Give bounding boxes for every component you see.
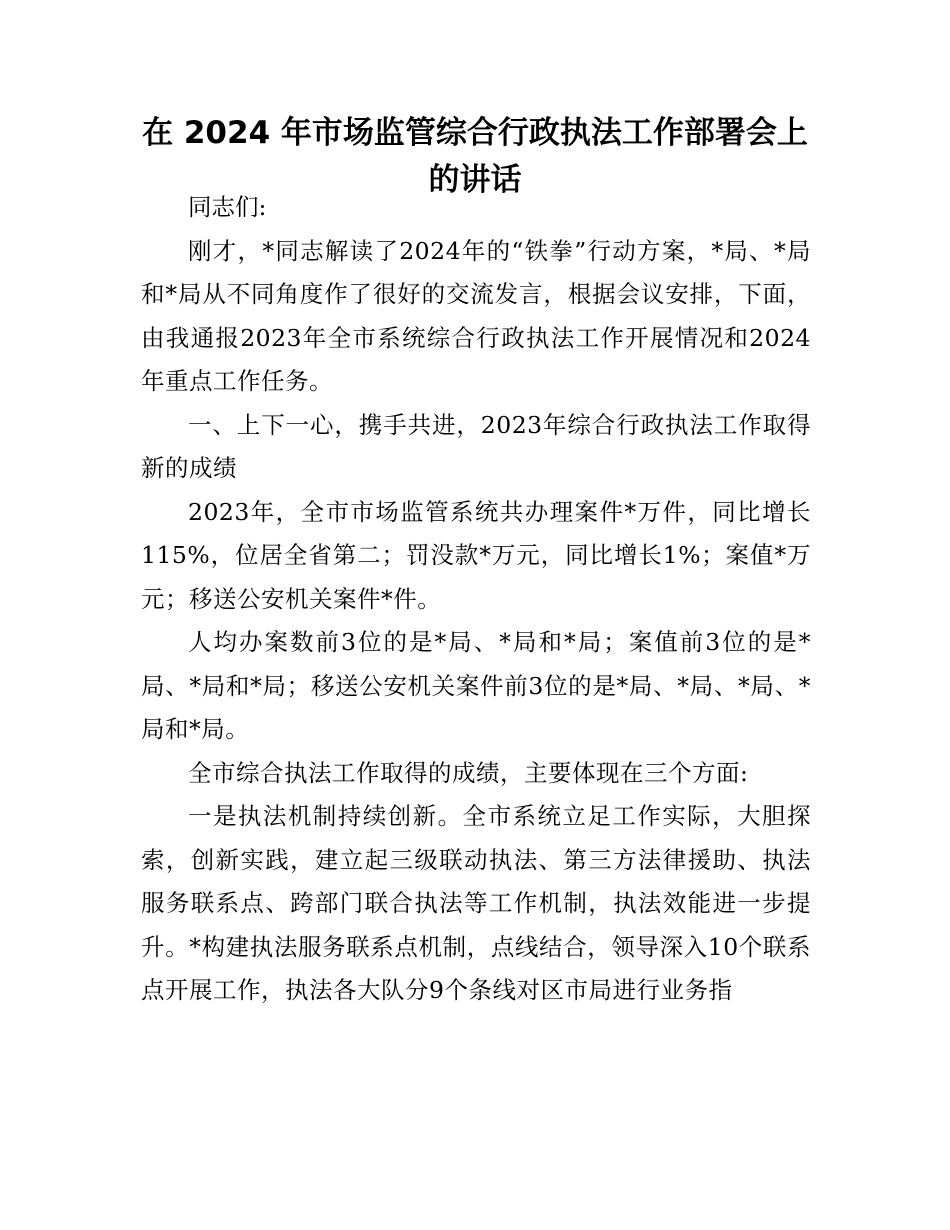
document-body xyxy=(141,186,811,1013)
paragraph-rankings: 人均办案数前3位的是*局、*局和*局；案值前3位的是*局、*局和*局；移送公安机关案件前3位的是*局、*局、*局、*局和*局。 xyxy=(141,628,811,743)
document-title: 在 2024 年市场监管综合行政执法工作部署会上的讲话 xyxy=(142,115,808,198)
paragraph-mechanism: 一是执法机制持续创新。全市系统立足工作实际，大胆探索，创新实践，建立起三级联动执法、第三方法律援助、执法服务联系点、跨部门联合执法等工作机制，执法效能进一步提升。*构建执法服务联系点机制，点线结合，领导深入10个联系点开展工作，执法各大队分9个条线对区市局进行业务指 xyxy=(141,802,811,1004)
paragraph-summary: 全市综合执法工作取得的成绩，主要体现在三个方面: xyxy=(188,758,749,787)
paragraph-statistics: 2023年，全市市场监管系统共办理案件*万件，同比增长115%，位居全省第二；罚没款*万元，同比增长1%；案值*万元；移送公安机关案件*件。 xyxy=(141,497,811,613)
paragraph-intro: 刚才，*同志解读了2024年的“铁拳”行动方案，*局、*局和*局从不同角度作了很好的交流发言，根据会议安排，下面，由我通报2023年全市系统综合行政执法工作开展情况和2024年重点工作任务。 xyxy=(141,236,811,395)
section-heading-1: 一、上下一心，携手共进，2023年综合行政执法工作取得新的成绩 xyxy=(141,410,811,482)
greeting: 同志们: xyxy=(188,193,267,221)
